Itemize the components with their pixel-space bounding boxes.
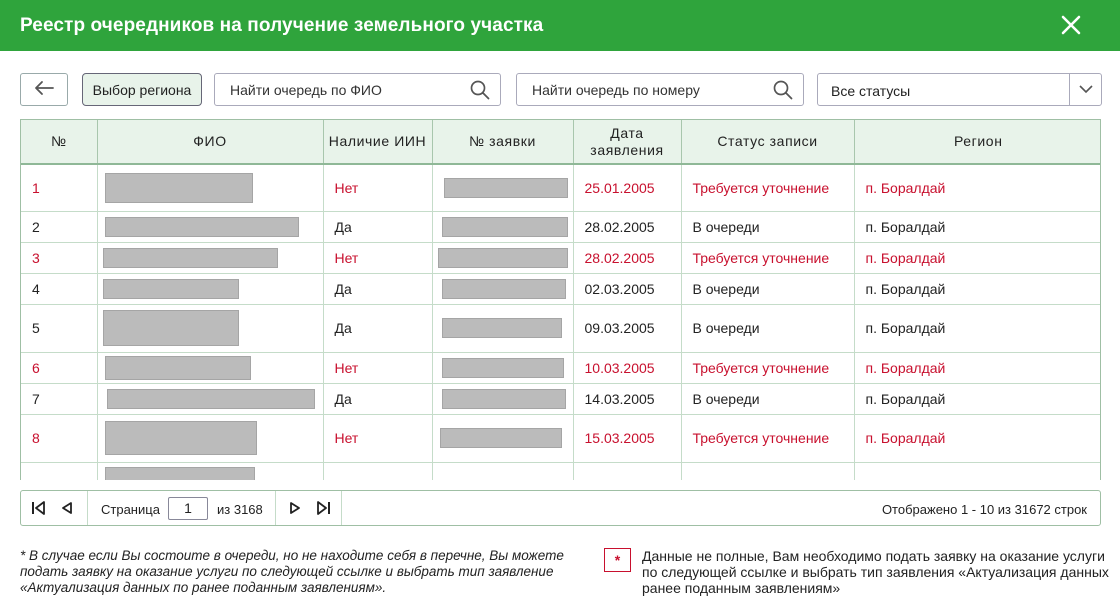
table-row[interactable] xyxy=(21,462,1101,480)
search-by-name xyxy=(214,73,501,106)
incomplete-data-marker: * xyxy=(604,548,631,572)
name-redacted xyxy=(97,383,323,414)
page-title: Реестр очередников на получение земельного участка xyxy=(20,14,544,36)
iin-value: Да xyxy=(323,211,432,242)
region-value xyxy=(854,462,1101,480)
region-value: п. Боралдай xyxy=(854,242,1101,273)
table-header-row xyxy=(21,120,1101,164)
table-row[interactable] xyxy=(21,414,1101,462)
page-count: из 3168 xyxy=(217,502,263,517)
last-page-icon[interactable] xyxy=(315,501,331,518)
pagination-bar xyxy=(20,490,1101,526)
name-redacted xyxy=(97,304,323,352)
toolbar xyxy=(20,72,1102,107)
footnote-not-in-list: * В случае если Вы состоите в очереди, но не находите себя в перечне, Вы можете подать заявку на оказание услуги по следующей ссылке и выбрать тип заявление «Актуализация данных по ранее поданным заявлениям». xyxy=(20,548,564,595)
name-redacted xyxy=(97,414,323,462)
application-date xyxy=(573,462,681,480)
page-label: Страница xyxy=(101,502,160,517)
search-by-number xyxy=(516,73,804,106)
iin-value: Да xyxy=(323,304,432,352)
application-date: 28.02.2005 xyxy=(573,211,681,242)
column-header-iin[interactable]: Наличие ИИН xyxy=(323,120,432,164)
row-number: 2 xyxy=(21,211,97,242)
column-header-status[interactable]: Статус записи xyxy=(681,120,854,164)
row-number: 8 xyxy=(21,414,97,462)
iin-value: Да xyxy=(323,273,432,304)
table-row[interactable] xyxy=(21,352,1101,383)
application-number-redacted xyxy=(432,211,573,242)
application-date: 10.03.2005 xyxy=(573,352,681,383)
previous-page-icon[interactable] xyxy=(61,502,73,517)
rows-shown-info: Отображено 1 - 10 из 31672 строк xyxy=(881,502,1087,517)
application-date: 09.03.2005 xyxy=(573,304,681,352)
region-value: п. Боралдай xyxy=(854,352,1101,383)
region-value: п. Боралдай xyxy=(854,273,1101,304)
column-header-fio[interactable]: ФИО xyxy=(97,120,323,164)
application-number-redacted xyxy=(432,462,573,480)
chevron-down-icon[interactable] xyxy=(1069,74,1101,105)
record-status: В очереди xyxy=(681,273,854,304)
region-value: п. Боралдай xyxy=(854,383,1101,414)
search-icon[interactable] xyxy=(470,80,490,103)
application-date: 14.03.2005 xyxy=(573,383,681,414)
table-row[interactable] xyxy=(21,383,1101,414)
application-number-redacted xyxy=(432,304,573,352)
application-number-redacted xyxy=(432,242,573,273)
queue-table xyxy=(20,119,1101,480)
record-status: В очереди xyxy=(681,211,854,242)
name-redacted xyxy=(97,352,323,383)
search-by-number-input[interactable] xyxy=(517,82,803,98)
region-value: п. Боралдай xyxy=(854,211,1101,242)
column-header-date[interactable]: Дата заявления xyxy=(573,120,681,164)
iin-value: Нет xyxy=(323,242,432,273)
record-status: Требуется уточнение xyxy=(681,242,854,273)
table-row[interactable] xyxy=(21,273,1101,304)
first-page-icon[interactable] xyxy=(31,501,47,518)
arrow-left-icon xyxy=(34,80,54,99)
record-status: В очереди xyxy=(681,304,854,352)
table-row[interactable] xyxy=(21,242,1101,273)
record-status xyxy=(681,462,854,480)
next-page-icon[interactable] xyxy=(289,502,301,517)
iin-value xyxy=(323,462,432,480)
application-number-redacted xyxy=(432,164,573,211)
name-redacted xyxy=(97,273,323,304)
title-bar xyxy=(0,0,1120,51)
iin-value: Нет xyxy=(323,352,432,383)
back-button[interactable] xyxy=(20,73,68,106)
column-header-num[interactable]: № xyxy=(21,120,97,164)
name-redacted xyxy=(97,211,323,242)
incomplete-data-text: Данные не полные, Вам необходимо подать заявку на оказание услуги по следующей ссылке и выбрать тип заявления «Актуализация данных ранее поданным заявлениям» xyxy=(642,548,1109,596)
record-status: Требуется уточнение xyxy=(681,352,854,383)
application-date: 28.02.2005 xyxy=(573,242,681,273)
name-redacted xyxy=(97,462,323,480)
divider xyxy=(341,491,342,525)
page-number-input[interactable]: 1 xyxy=(168,497,208,520)
row-number: 5 xyxy=(21,304,97,352)
row-number: 6 xyxy=(21,352,97,383)
application-number-redacted xyxy=(432,352,573,383)
table-row[interactable] xyxy=(21,211,1101,242)
row-number xyxy=(21,462,97,480)
application-date: 02.03.2005 xyxy=(573,273,681,304)
application-number-redacted xyxy=(432,383,573,414)
table-row[interactable] xyxy=(21,304,1101,352)
row-number: 7 xyxy=(21,383,97,414)
application-date: 25.01.2005 xyxy=(573,164,681,211)
divider xyxy=(87,491,88,525)
record-status: Требуется уточнение xyxy=(681,164,854,211)
region-value: п. Боралдай xyxy=(854,304,1101,352)
row-number: 1 xyxy=(21,164,97,211)
iin-value: Да xyxy=(323,383,432,414)
status-filter-value: Все статусы xyxy=(831,83,911,99)
search-by-name-input[interactable] xyxy=(215,82,500,98)
column-header-application[interactable]: № заявки xyxy=(432,120,573,164)
close-icon[interactable] xyxy=(1058,12,1084,38)
row-number: 4 xyxy=(21,273,97,304)
name-redacted xyxy=(97,164,323,211)
select-region-button[interactable]: Выбор региона xyxy=(82,73,202,106)
iin-value: Нет xyxy=(323,164,432,211)
table-row[interactable] xyxy=(21,164,1101,211)
row-number: 3 xyxy=(21,242,97,273)
status-filter-select[interactable] xyxy=(817,73,1102,106)
iin-value: Нет xyxy=(323,414,432,462)
region-value: п. Боралдай xyxy=(854,414,1101,462)
name-redacted xyxy=(97,242,323,273)
column-header-region[interactable]: Регион xyxy=(854,120,1101,164)
application-number-redacted xyxy=(432,414,573,462)
application-number-redacted xyxy=(432,273,573,304)
record-status: В очереди xyxy=(681,383,854,414)
search-icon[interactable] xyxy=(773,80,793,103)
divider xyxy=(275,491,276,525)
application-date: 15.03.2005 xyxy=(573,414,681,462)
record-status: Требуется уточнение xyxy=(681,414,854,462)
region-value: п. Боралдай xyxy=(854,164,1101,211)
